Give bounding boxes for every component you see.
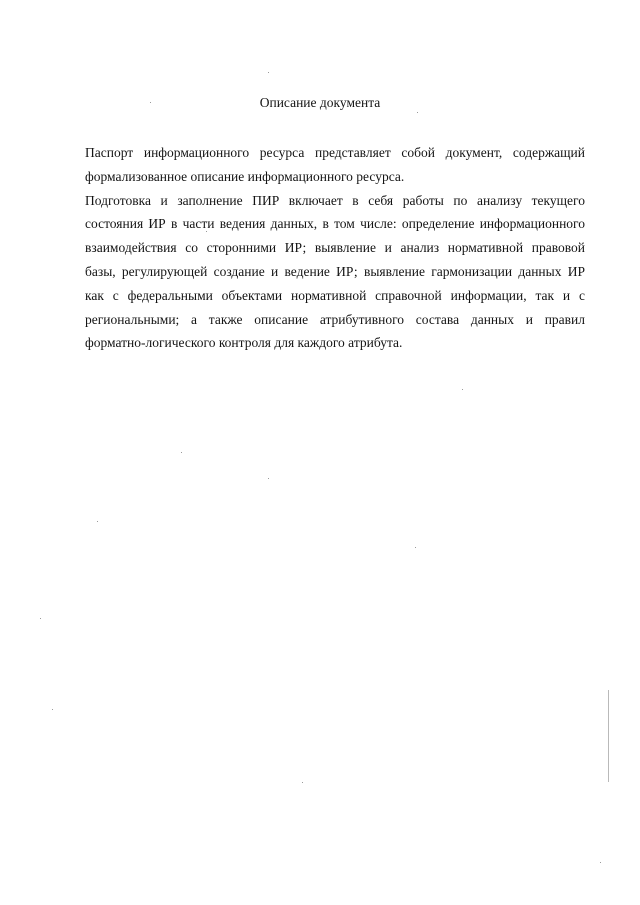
scan-edge-line (608, 690, 609, 782)
text-line: базы, регулирующей создание и ведение ИР; выявление гармонизации данных ИР (85, 263, 585, 279)
text-line: Паспорт информационного ресурса представляет собой документ, содержащий (85, 145, 585, 160)
page-title: Описание документа (259, 95, 381, 110)
text-line: Подготовка и заполнение ПИР включает в себя работы по анализу текущего (85, 192, 585, 208)
paragraph-1 (85, 143, 585, 191)
scan-speck (206, 231, 207, 232)
scan-speck (40, 618, 41, 619)
scan-speck (462, 389, 463, 390)
text-line: состояния ИР в части ведения данных, в том числе: определение информационного (85, 216, 585, 232)
scan-speck (150, 102, 151, 103)
text-line: формализованное описание информационного ресурса. (85, 168, 405, 184)
scan-speck (52, 709, 53, 710)
scan-speck (415, 547, 416, 548)
scan-speck (600, 862, 601, 863)
text-line: взаимодействия со сторонними ИР; выявление и анализ нормативной правовой (85, 240, 585, 256)
text-line: форматно-логического контроля для каждого атрибута. (85, 335, 403, 351)
text-line: региональными; а также описание атрибутивного состава данных и правил (85, 311, 585, 327)
scan-speck (268, 72, 269, 73)
scan-speck (97, 521, 98, 522)
scan-speck (302, 782, 303, 783)
scan-speck (417, 112, 418, 113)
scan-speck (268, 478, 269, 479)
text-line: как с федеральными объектами нормативной справочной информации, так и с (85, 287, 585, 303)
document-body (85, 143, 585, 357)
paragraph-2 (85, 191, 585, 358)
scan-speck (181, 452, 182, 453)
